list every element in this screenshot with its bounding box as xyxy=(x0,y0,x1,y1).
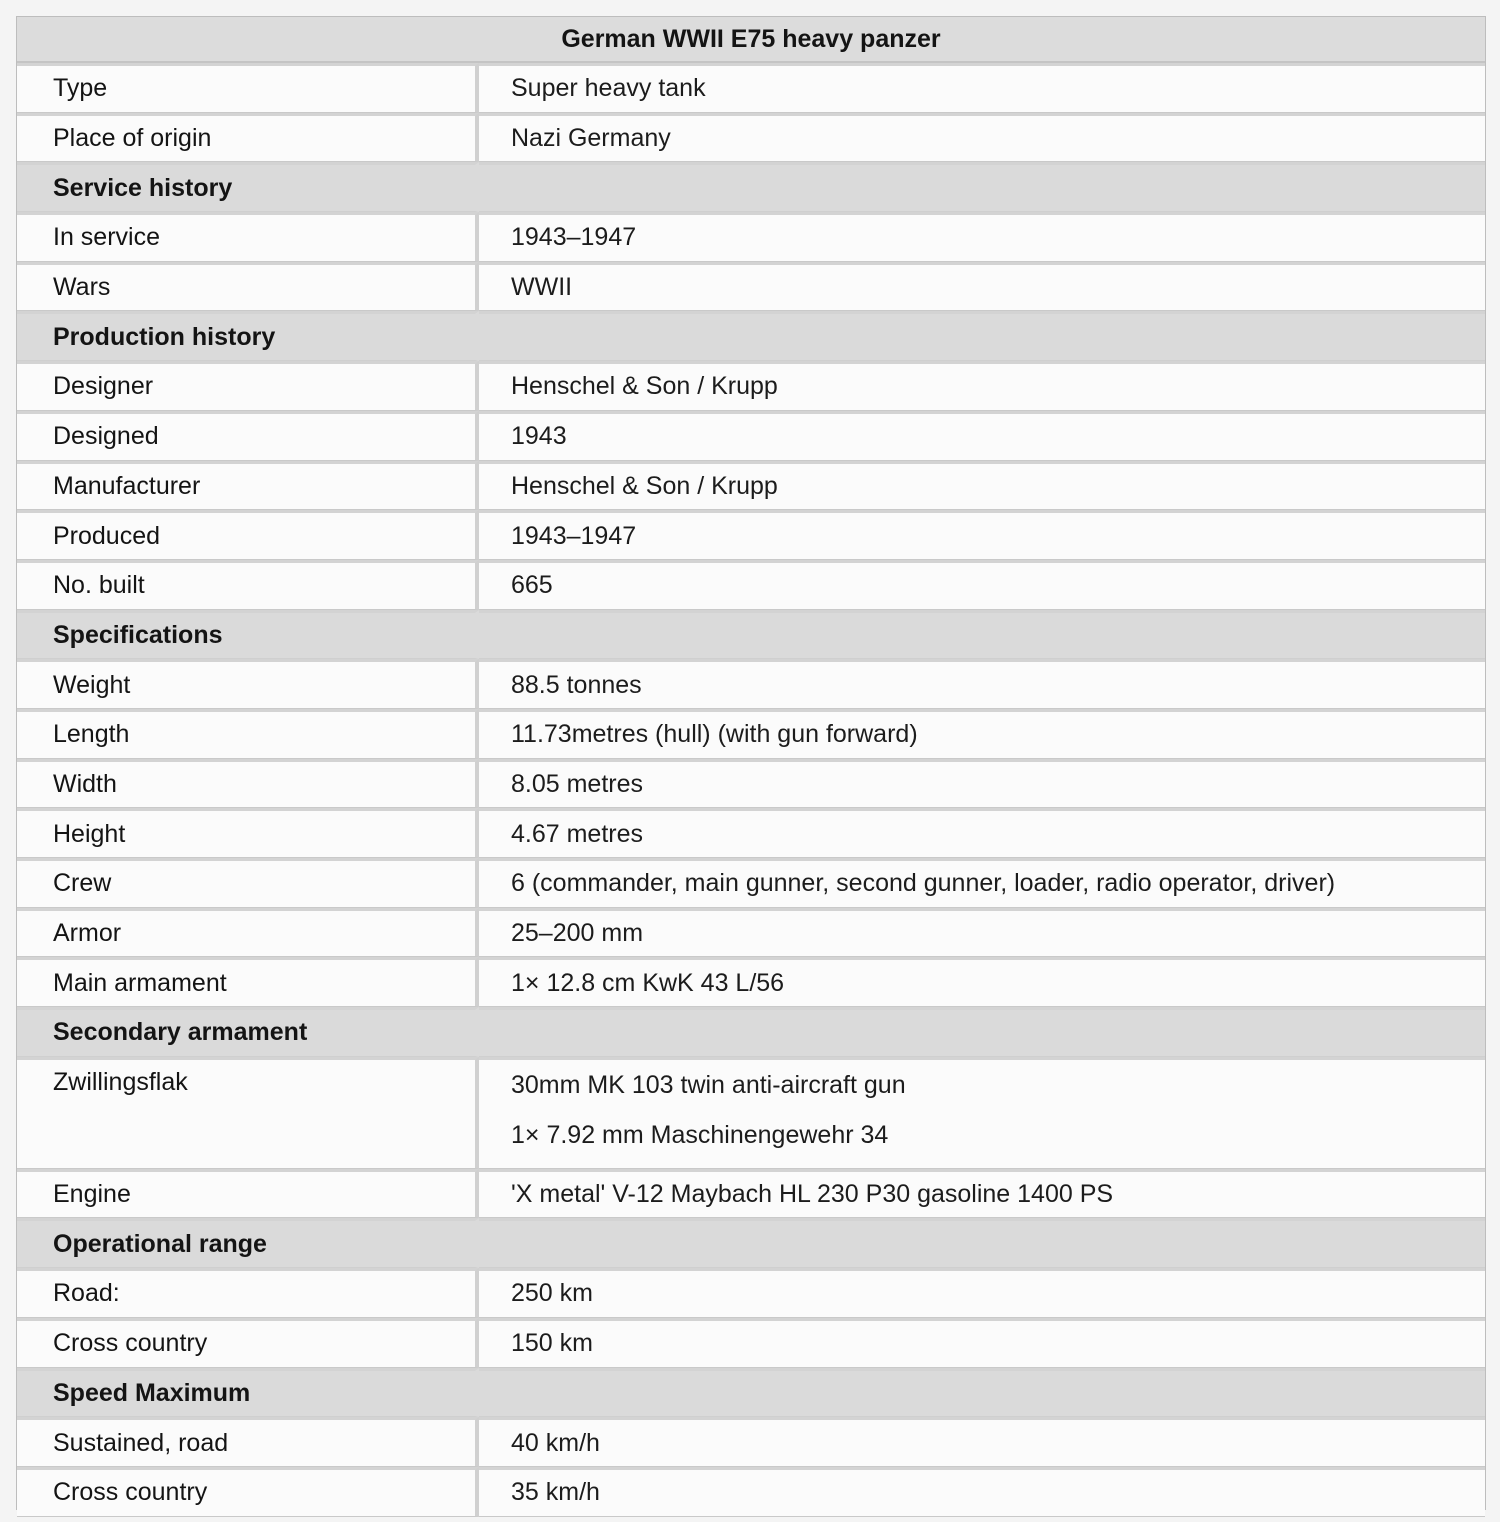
section-header: Service history xyxy=(17,162,479,212)
row-value xyxy=(479,1057,1485,1169)
row-label: Place of origin xyxy=(17,113,479,163)
row-label: Width xyxy=(17,759,479,809)
row-value: 6 (commander, main gunner, second gunner, loader, radio operator, driver) xyxy=(479,858,1485,908)
section-header-row xyxy=(17,610,1485,660)
table-row xyxy=(17,808,1485,858)
table-row xyxy=(17,659,1485,709)
row-value: 11.73metres (hull) (with gun forward) xyxy=(479,709,1485,759)
table-row xyxy=(17,957,1485,1007)
row-value: 40 km/h xyxy=(479,1417,1485,1467)
row-label: Crew xyxy=(17,858,479,908)
section-header: Operational range xyxy=(17,1218,479,1268)
section-header: Speed Maximum xyxy=(17,1368,479,1418)
table-row xyxy=(17,759,1485,809)
table-title: German WWII E75 heavy panzer xyxy=(17,17,1485,63)
row-value: 'X metal' V-12 Maybach HL 230 P30 gasoline 1400 PS xyxy=(479,1169,1485,1219)
table-row xyxy=(17,461,1485,511)
row-label: Designer xyxy=(17,361,479,411)
table-row xyxy=(17,1057,1485,1169)
section-header-filler xyxy=(479,1218,1485,1268)
spec-table xyxy=(17,63,1485,1517)
table-row xyxy=(17,262,1485,312)
section-header-filler xyxy=(479,1368,1485,1418)
table-row xyxy=(17,212,1485,262)
section-header-row xyxy=(17,1007,1485,1057)
row-value: 1× 12.8 cm KwK 43 L/56 xyxy=(479,957,1485,1007)
row-label: Length xyxy=(17,709,479,759)
row-value: 1943–1947 xyxy=(479,212,1485,262)
table-row xyxy=(17,510,1485,560)
section-header-row xyxy=(17,162,1485,212)
row-value: 8.05 metres xyxy=(479,759,1485,809)
section-header-row xyxy=(17,1368,1485,1418)
row-label: Manufacturer xyxy=(17,461,479,511)
row-value: WWII xyxy=(479,262,1485,312)
table-row xyxy=(17,411,1485,461)
row-value-line: 30mm MK 103 twin anti-aircraft gun xyxy=(511,1070,906,1099)
row-label: Sustained, road xyxy=(17,1417,479,1467)
row-label: Cross country xyxy=(17,1467,479,1517)
row-label: Weight xyxy=(17,659,479,709)
table-row xyxy=(17,908,1485,958)
row-label: Type xyxy=(17,63,479,113)
row-value-line: 1× 7.92 mm Maschinengewehr 34 xyxy=(511,1120,889,1149)
section-header: Secondary armament xyxy=(17,1007,479,1057)
row-value: 1943 xyxy=(479,411,1485,461)
section-header-row xyxy=(17,311,1485,361)
spec-sheet xyxy=(16,16,1486,1510)
row-label: In service xyxy=(17,212,479,262)
table-row xyxy=(17,858,1485,908)
table-row xyxy=(17,361,1485,411)
table-row xyxy=(17,1467,1485,1517)
table-row xyxy=(17,1417,1485,1467)
section-header-filler xyxy=(479,162,1485,212)
row-label: Armor xyxy=(17,908,479,958)
table-row xyxy=(17,63,1485,113)
section-header: Specifications xyxy=(17,610,479,660)
table-row xyxy=(17,560,1485,610)
row-value: 35 km/h xyxy=(479,1467,1485,1517)
row-value: Super heavy tank xyxy=(479,63,1485,113)
row-label: Height xyxy=(17,808,479,858)
section-header-filler xyxy=(479,610,1485,660)
row-label: Designed xyxy=(17,411,479,461)
section-header-filler xyxy=(479,311,1485,361)
row-value: 250 km xyxy=(479,1268,1485,1318)
row-label: Engine xyxy=(17,1169,479,1219)
row-value: 88.5 tonnes xyxy=(479,659,1485,709)
row-value: 150 km xyxy=(479,1318,1485,1368)
spec-table-body xyxy=(17,63,1485,1517)
row-value: Henschel & Son / Krupp xyxy=(479,461,1485,511)
row-label: Zwillingsflak xyxy=(17,1057,479,1169)
row-value: 4.67 metres xyxy=(479,808,1485,858)
table-row xyxy=(17,709,1485,759)
row-label: Cross country xyxy=(17,1318,479,1368)
row-label: Produced xyxy=(17,510,479,560)
table-row xyxy=(17,1318,1485,1368)
row-value: 665 xyxy=(479,560,1485,610)
table-row xyxy=(17,1268,1485,1318)
section-header-row xyxy=(17,1218,1485,1268)
section-header: Production history xyxy=(17,311,479,361)
row-label: No. built xyxy=(17,560,479,610)
row-value: 1943–1947 xyxy=(479,510,1485,560)
row-value: Henschel & Son / Krupp xyxy=(479,361,1485,411)
row-value: Nazi Germany xyxy=(479,113,1485,163)
row-label: Wars xyxy=(17,262,479,312)
section-header-filler xyxy=(479,1007,1485,1057)
table-row xyxy=(17,1169,1485,1219)
row-label: Road: xyxy=(17,1268,479,1318)
table-row xyxy=(17,113,1485,163)
row-value: 25–200 mm xyxy=(479,908,1485,958)
row-label: Main armament xyxy=(17,957,479,1007)
